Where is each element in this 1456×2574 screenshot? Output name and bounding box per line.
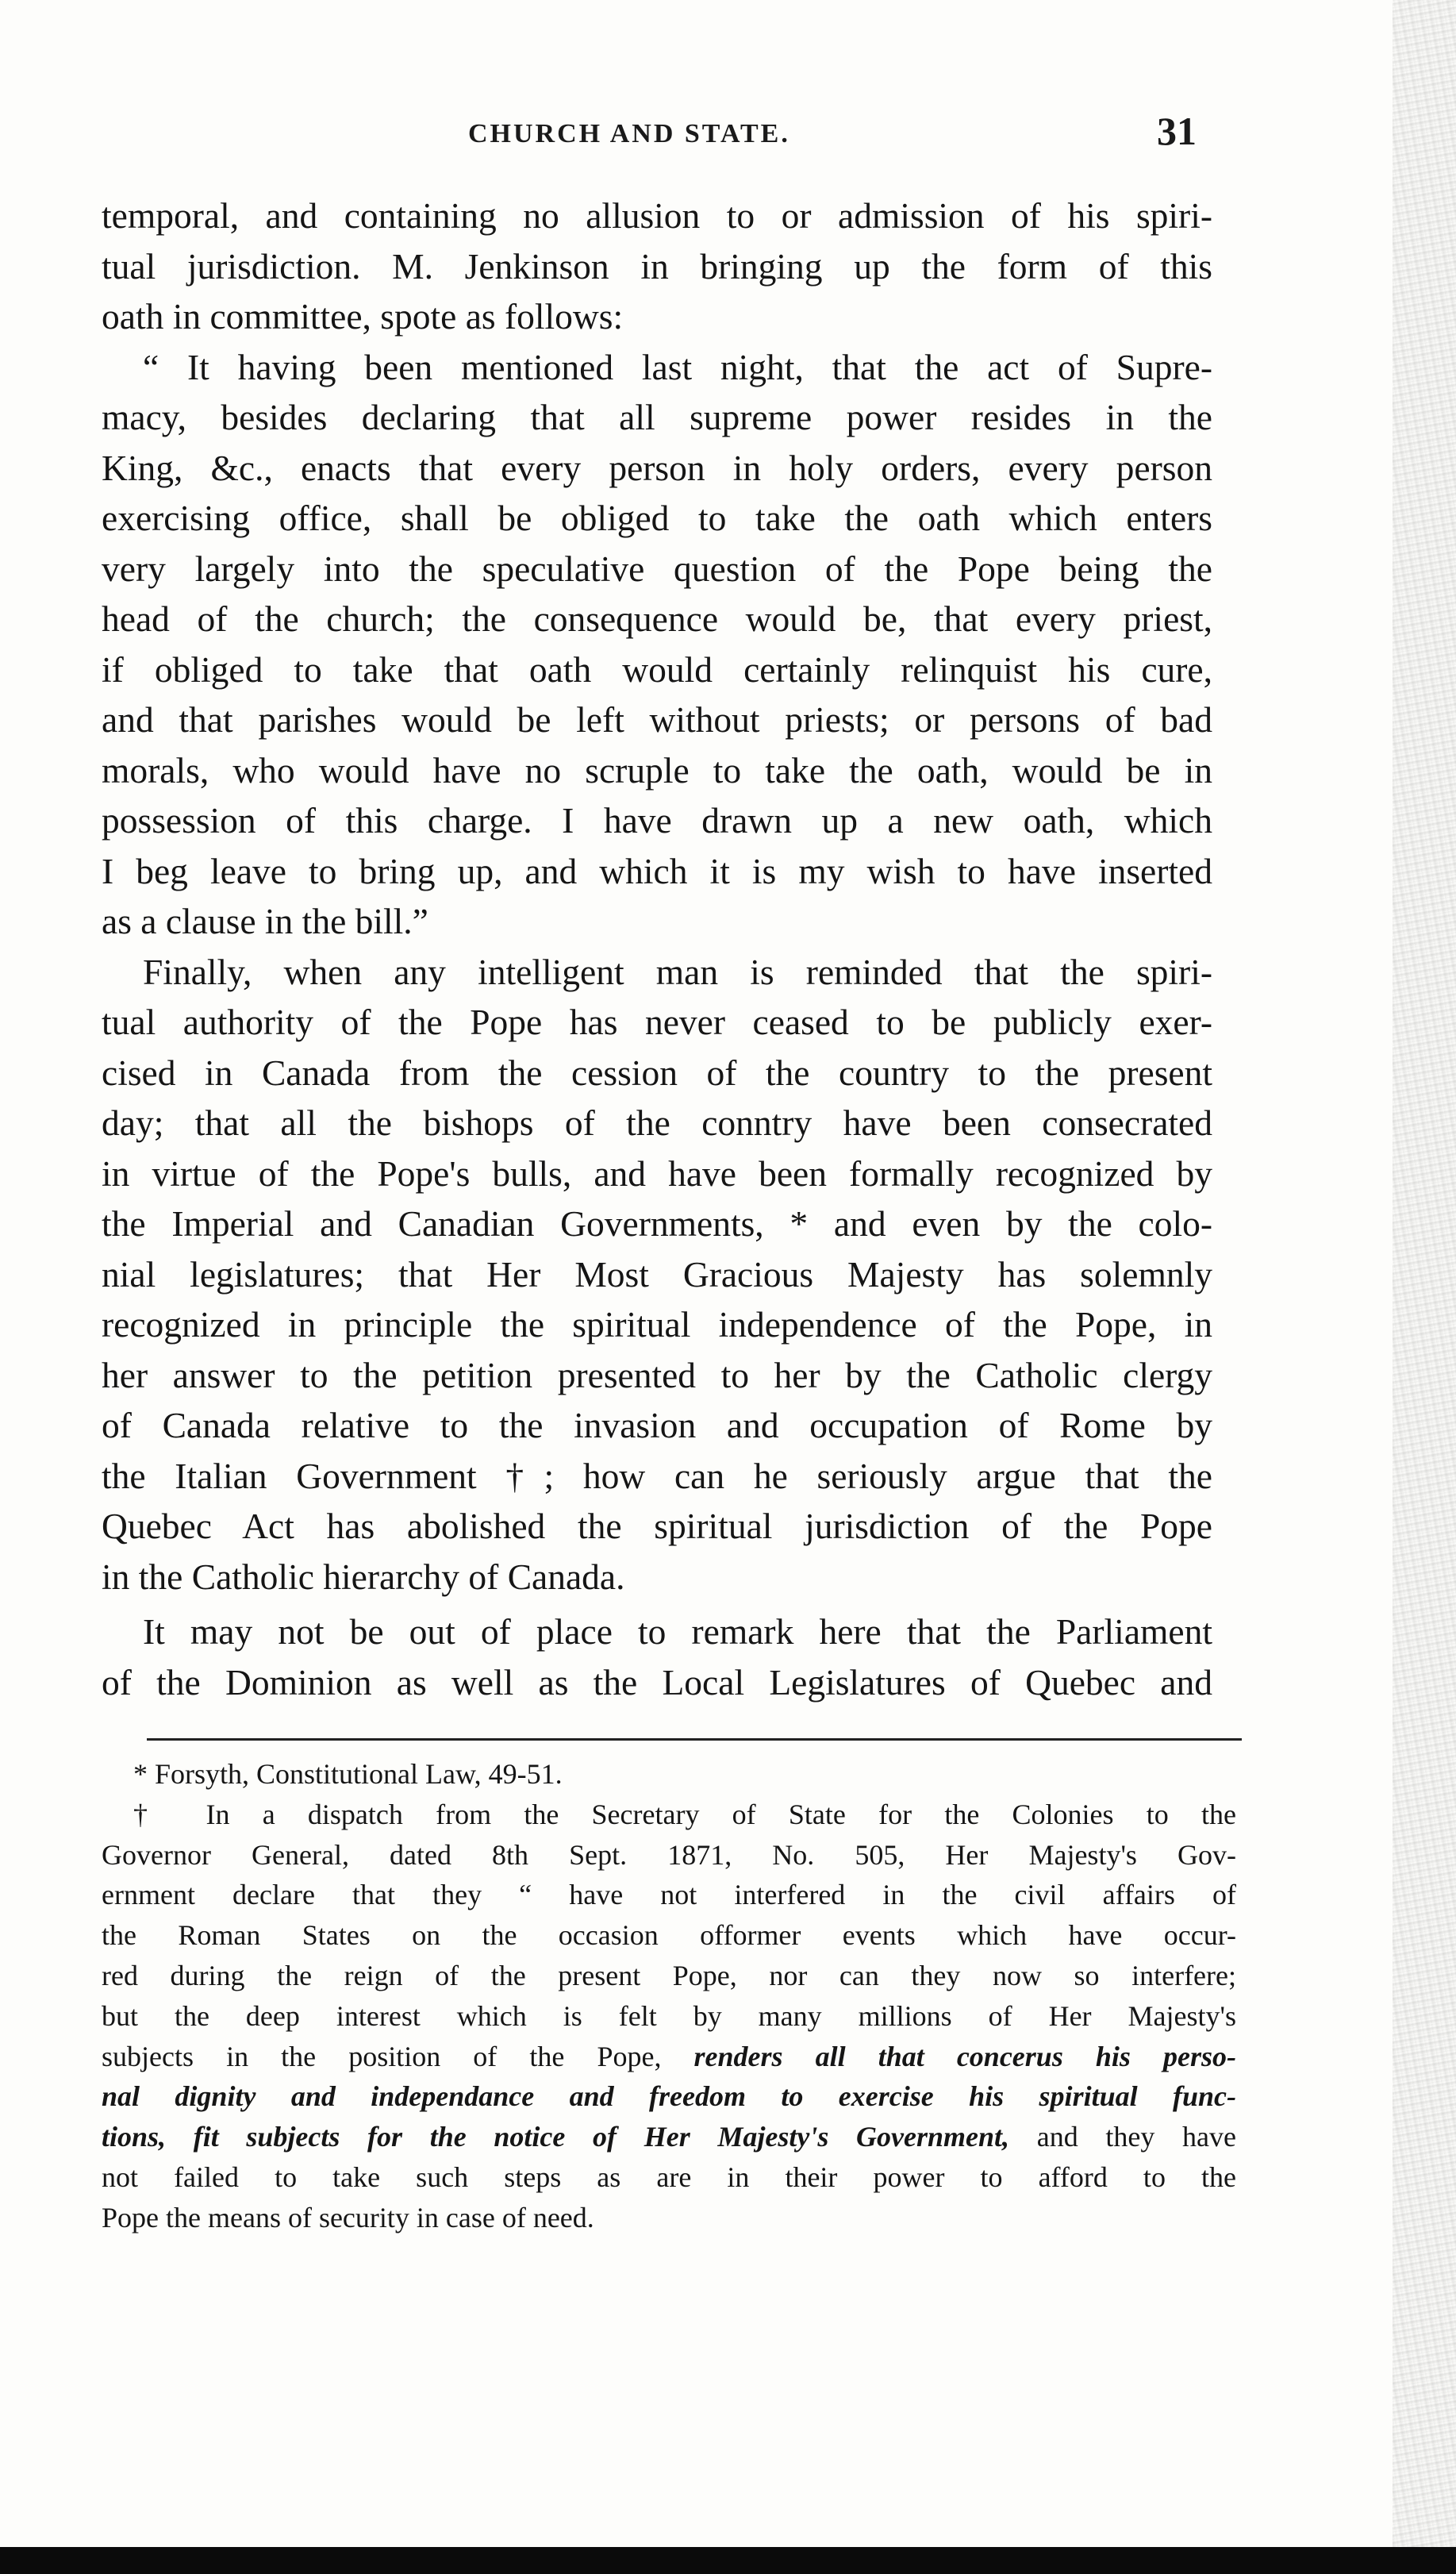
text-line: in virtue of the Pope's bulls, and have been formally recognized by: [102, 1152, 1212, 1194]
text-line: of Canada relative to the invasion and occupation of Rome by: [102, 1405, 1212, 1445]
page-number: 31: [1157, 109, 1197, 153]
running-head: CHURCH AND STATE.: [468, 119, 790, 148]
scan-bottom-edge: [0, 2547, 1456, 2574]
paragraph-1: [102, 190, 1212, 342]
text-line: the Italian Government †; how can he seriously argue that the: [102, 1455, 1212, 1496]
text-line: if obliged to take that oath would certainly relinquist his cure,: [102, 648, 1212, 690]
paragraph-3: [102, 1606, 1212, 1707]
text-line: tual jurisdiction. M. Jenkinson in bringing up the form of this: [102, 245, 1212, 287]
footnote-line: Pope the means of security in case of need.: [102, 2201, 594, 2233]
text-line: very largely into the speculative question of the Pope being the: [102, 548, 1212, 589]
text-line: recognized in principle the spiritual independence of the Pope, in: [102, 1304, 1212, 1345]
text-line: the Imperial and Canadian Governments, * and even by the colo-: [102, 1203, 1212, 1244]
footnote-plain-text: and they have: [1036, 2121, 1236, 2153]
text-line: oath in committee, spote as follows:: [102, 296, 624, 337]
text-line: King, &c., enacts that every person in holy orders, every person: [102, 447, 1212, 488]
footnote-line: ernment declare that they “ have not interfered in the civil affairs of: [102, 1879, 1236, 1911]
text-line: of the Dominion as well as the Local Legislatures of Quebec and: [102, 1661, 1212, 1703]
body-text: [102, 190, 1212, 1707]
footnote-line: [102, 2117, 1236, 2157]
text-line: as a clause in the bill.”: [102, 901, 428, 941]
text-line: Finally, when any intelligent man is reminded that the spiri-: [143, 951, 1212, 992]
text-line: possession of this charge. I have drawn up a new oath, which: [102, 800, 1212, 841]
footnote-line: not failed to take such steps as are in their power to afford to the: [102, 2160, 1236, 2193]
text-line: exercising office, shall be obliged to take the oath which enters: [102, 498, 1212, 538]
text-line: nial legislatures; that Her Most Gracious Majesty has solemnly: [102, 1253, 1212, 1295]
text-line: day; that all the bishops of the conntry have been consecrated: [102, 1102, 1212, 1143]
footnote-italic-text: renders all that concerus his perso-: [693, 2040, 1237, 2072]
footnote-divider: [147, 1738, 1242, 1741]
text-line: cised in Canada from the cession of the country to the present: [102, 1052, 1212, 1093]
text-line: macy, besides declaring that all supreme power resides in the: [102, 397, 1212, 437]
text-line: It may not be out of place to remark here that the Parliament: [143, 1611, 1212, 1652]
footnotes: [102, 1754, 1236, 2238]
text-line: her answer to the petition presented to her by the Catholic clergy: [102, 1354, 1212, 1395]
footnote-line: the Roman States on the occasion offormer events which have occur-: [102, 1919, 1236, 1952]
footnote-1: * Forsyth, Constitutional Law, 49-51.: [133, 1758, 563, 1790]
paragraph-2: [102, 947, 1212, 1602]
footnote-line: red during the reign of the present Pope, nor can they now so interfere;: [102, 1959, 1236, 1991]
footnote-2: [102, 1795, 1236, 2238]
text-line: in the Catholic hierarchy of Canada.: [102, 1556, 625, 1597]
footnote-line: [102, 2037, 1236, 2077]
footnote-plain-text: subjects in the position of the Pope,: [102, 2040, 662, 2072]
quotation-paragraph: [102, 342, 1212, 947]
text-line: I beg leave to bring up, and which it is my wish to have inserted: [102, 850, 1212, 891]
text-line: Quebec Act has abolished the spiritual jurisdiction of the Pope: [102, 1506, 1212, 1546]
page-edge-speckle: [1393, 0, 1456, 2574]
text-line: temporal, and containing no allusion to or admission of his spiri-: [102, 195, 1212, 236]
footnote-line: but the deep interest which is felt by many millions of Her Majesty's: [102, 1999, 1236, 2032]
footnote-line: Governor General, dated 8th Sept. 1871, No. 505, Her Majesty's Gov-: [102, 1838, 1236, 1871]
footnote-line: † In a dispatch from the Secretary of State for the Colonies to the: [133, 1798, 1236, 1830]
footnote-italic-text: tions, fit subjects for the notice of Her Majesty's Government,: [102, 2121, 1010, 2153]
text-line: and that parishes would be left without priests; or persons of bad: [102, 699, 1212, 740]
text-line: tual authority of the Pope has never ceased to be publicly exer-: [102, 1002, 1212, 1042]
text-line: morals, who would have no scruple to take the oath, would be in: [102, 749, 1212, 791]
footnote-line: nal dignity and independance and freedom to exercise his spiritual func-: [102, 2080, 1236, 2113]
text-line: head of the church; the consequence would be, that every priest,: [102, 598, 1212, 639]
text-line: “ It having been mentioned last night, that the act of Supre-: [143, 346, 1212, 387]
